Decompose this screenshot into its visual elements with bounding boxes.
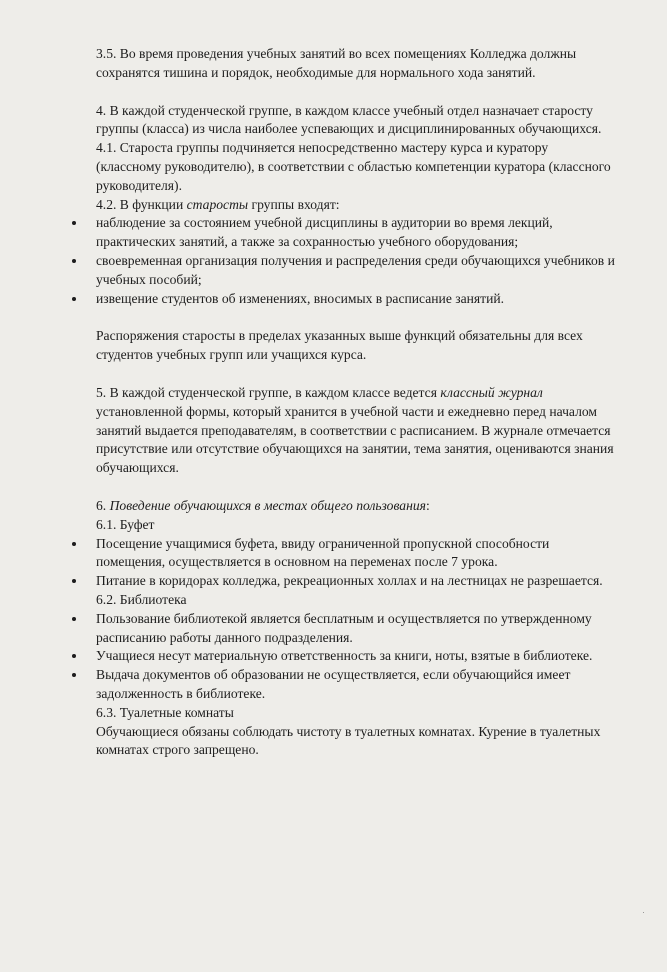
paragraph-5-text: 5. В каждой студенческой группе, в каждом классе ведется bbox=[96, 384, 441, 400]
paragraph-6-tail: : bbox=[425, 497, 430, 513]
paragraph-6 bbox=[96, 497, 616, 516]
paragraph-5-tail: установленной формы, который хранится в учебной части и ежедневно перед началом занятий выдается преподавателям, в соответствии с расписанием. В журнале отмечается присутствие или отсутствие обучающихся на занятии, тема занятия, оцениваются знания обучающихся. bbox=[96, 403, 614, 476]
paragraph-4-2-text: 4.2. В функции bbox=[96, 196, 187, 212]
paragraph-4-2-emphasis: старосты bbox=[186, 196, 249, 212]
heading-6-1: 6.1. Буфет bbox=[96, 516, 155, 532]
bullet-item: наблюдение за состоянием учебной дисциплины в аудитории во время лекций, практических занятий, а также за сохранностью учебного оборудования; bbox=[96, 214, 616, 252]
paragraph-5-emphasis: классный журнал bbox=[440, 384, 543, 400]
paragraph-3-5: 3.5. Во время проведения учебных занятий во всех помещениях Колледжа должны сохранятся тишина и порядок, необходимые для нормального хода занятий. bbox=[96, 46, 577, 80]
heading-6-2: 6.2. Библиотека bbox=[96, 591, 187, 607]
bullet-item: Выдача документов об образовании не осуществляется, если обучающийся имеет задолженность в библиотеке. bbox=[96, 666, 616, 704]
paragraph-5 bbox=[96, 384, 616, 478]
paragraph-6-3: Обучающиеся обязаны соблюдать чистоту в туалетных комнатах. Курение в туалетных комнатах строго запрещено. bbox=[96, 723, 601, 758]
paragraph-orders: Распоряжения старосты в пределах указанных выше функций обязательны для всех студентов учебных групп или учащихся курса. bbox=[96, 328, 583, 363]
paragraph-6-emphasis: Поведение обучающихся в местах общего пользования bbox=[109, 497, 426, 513]
paragraph-4-2 bbox=[96, 196, 616, 215]
paragraph-4-1: 4.1. Староста группы подчиняется непосредственно мастеру курса и куратору (классному руководителю), в соответствии с областью компетенции куратора (классного руководителя). bbox=[96, 140, 611, 193]
paragraph-6-text: 6. bbox=[96, 497, 110, 513]
bullet-item: своевременная организация получения и распределения среди обучающихся учебников и учебных пособий; bbox=[96, 252, 616, 290]
scan-speck bbox=[643, 912, 644, 913]
heading-6-3: 6.3. Туалетные комнаты bbox=[96, 704, 234, 720]
bullet-item: Учащиеся несут материальную ответственность за книги, ноты, взятые в библиотеке. bbox=[96, 647, 616, 666]
bullet-item: Посещение учащимися буфета, ввиду ограниченной пропускной способности помещения, осуществляется в основном на переменах после 7 урока. bbox=[96, 535, 616, 573]
bullet-item: Пользование библиотекой является бесплатным и осуществляется по утвержденному расписанию работы данного подразделения. bbox=[96, 610, 616, 648]
document-body bbox=[96, 45, 616, 760]
paragraph-4-2-tail: группы входят: bbox=[248, 196, 340, 212]
paragraph-4: 4. В каждой студенческой группе, в каждом классе учебный отдел назначает старосту группы (класса) из числа наиболее успевающих и дисциплинированных обучающихся. bbox=[96, 102, 602, 137]
bullet-item: извещение студентов об изменениях, вносимых в расписание занятий. bbox=[96, 290, 616, 309]
bullet-item: Питание в коридорах колледжа, рекреационных холлах и на лестницах не разрешается. bbox=[96, 572, 616, 591]
